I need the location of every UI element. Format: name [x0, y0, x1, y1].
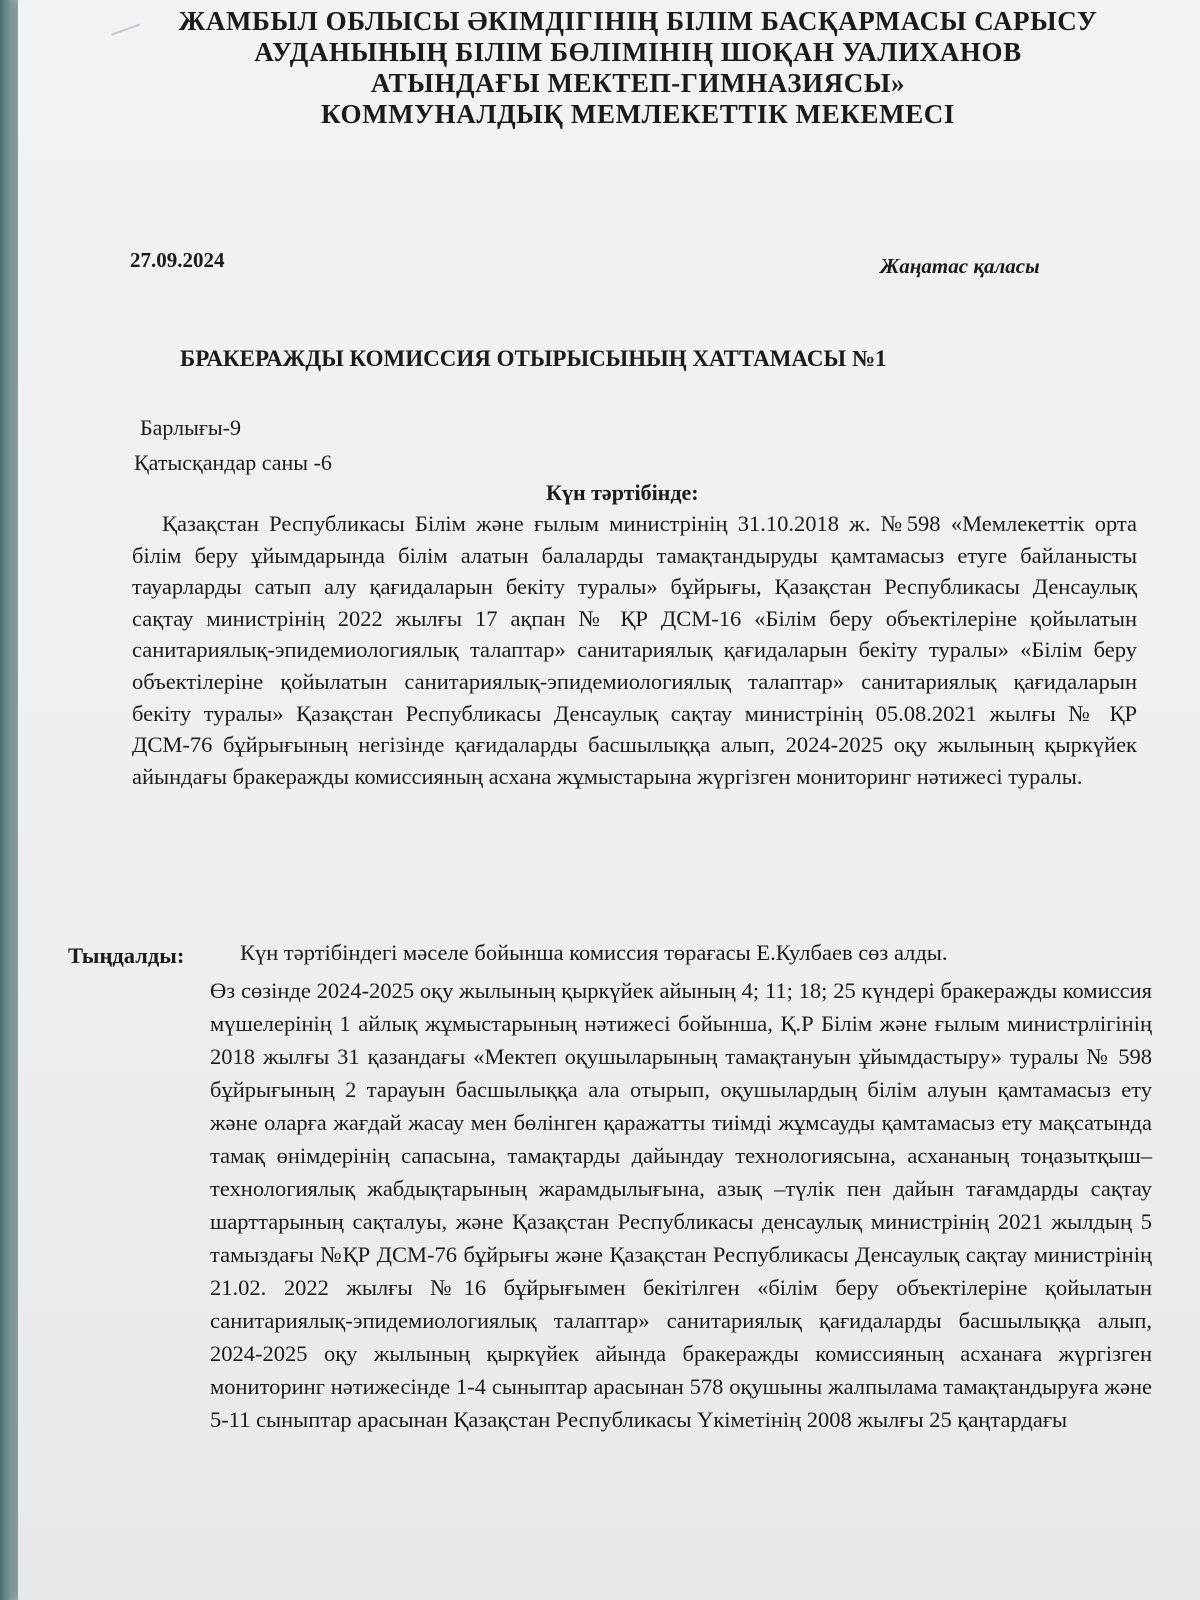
header-line: АУДАНЫНЫҢ БІЛІМ БӨЛІМІНІҢ ШОҚАН УАЛИХАНОВ [254, 37, 1022, 67]
header-line: АТЫНДАҒЫ МЕКТЕП-ГИМНАЗИЯСЫ» [370, 68, 906, 98]
document-title: БРАКЕРАЖДЫ КОМИССИЯ ОТЫРЫСЫНЫҢ ХАТТАМАСЫ №1 [180, 346, 887, 371]
header-line: ЖАМБЫЛ ОБЛЫСЫ ӘКІМДІГІНІҢ БІЛІМ БАСҚАРМАСЫ САРЫСУ [178, 6, 1098, 36]
document-page [18, 0, 1200, 1600]
heard-first-line: Күн тәртібіндегі мәселе бойынша комиссия төрағасы Е.Кулбаев сөз алды. [240, 940, 948, 965]
agenda-paragraph: Қазақстан Республикасы Білім және ғылым министрінің 31.10.2018 ж. №598 «Мемлекеттік орта білім беру ұйымдарында білім алатын балаларды тамақтандыруды қамтамасыз етуге байланысты тауарларды сатып алу қағидаларын бекіту туралы» бұйрығы, Қазақстан Республикасы Денсаулық сақтау министрінің 2022 жылғы 17 ақпан № ҚР ДСМ-16 «Білім беру объектілеріне қойылатын санитариялық-эпидемиологиялық талаптар» санитариялық қағидаларын бекіту туралы» «Білім беру объектілеріне қойылатын санитариялық-эпидемиологиялық талаптар» санитариялық қағидаларын бекіту туралы» Қазақстан Республикасы Денсаулық сақтау министрінің 05.08.2021 жылғы № ҚР ДСМ-76 бұйрығының негізінде қағидаларды басшылыққа алып, 2024-2025 оқу жылының қыркүйек айындағы бракеражды комиссияның асхана жұмыстарына жүргізген мониторинг нәтижесі туралы. [132, 511, 1137, 789]
heard-label: Тыңдалды: [68, 943, 185, 968]
agenda-heading: Күн тәртібінде: [546, 480, 699, 505]
document-date: 27.09.2024 [130, 248, 225, 272]
institution-header [128, 6, 1148, 130]
heard-paragraph: Өз сөзінде 2024-2025 оқу жылының қыркүйек айының 4; 11; 18; 25 күндері бракеражды комиссия мүшелерінің 1 айлық жұмыстарының нәтижесі бойынша, Қ.Р Білім және ғылым министрлігінің 2018 жылғы 31 қазандағы «Мектеп оқушыларының тамақтануын ұйымдастыру» туралы № 598 бұйрығының 2 тарауын басшылыққа ала отырып, оқушылардың білім алуын қамтамасыз ету және оларға жағдай жасау мен бөлінген қаражатты тиімді жұмсауды қамтамасыз ету мақсатында тамақ өнімдерінің сапасына, тамақтарды дайындау технологиясына, асхананың тоңазытқыш–технологиялық жабдықтарының жарамдылығына, азық –түлік пен дайын тағамдарды сақтау шарттарының сақталуы, және Қазақстан Республикасы денсаулық министрінің 2021 жылдың 5 тамыздағы №ҚР ДСМ-76 бұйрығы және Қазақстан Республикасы Денсаулық сақтау министрінің 21.02. 2022 жылғы №16 бұйрығымен бекітілген «білім беру объектілеріне қойылатын санитариялық-эпидемиологиялық талаптар» санитариялық қағидаларды басшылыққа алып, 2024-2025 оқу жылының қыркүйек айында бракеражды комиссияның асханаға жүргізген мониторинг нәтижесінде 1-4 сыныптар арасынан 578 оқушыны жалпылама тамақтандыруға және 5-11 сыныптар арасынан Қазақстан Республикасы Үкіметінің 2008 жылғы 25 қаңтардағы [210, 978, 1152, 1432]
document-city: Жаңатас қаласы [880, 254, 1040, 278]
total-members: Барлығы-9 [140, 415, 241, 440]
header-line: КОММУНАЛДЫҚ МЕМЛЕКЕТТІК МЕКЕМЕСІ [320, 99, 956, 129]
attendee-count: Қатысқандар саны -6 [134, 450, 332, 475]
